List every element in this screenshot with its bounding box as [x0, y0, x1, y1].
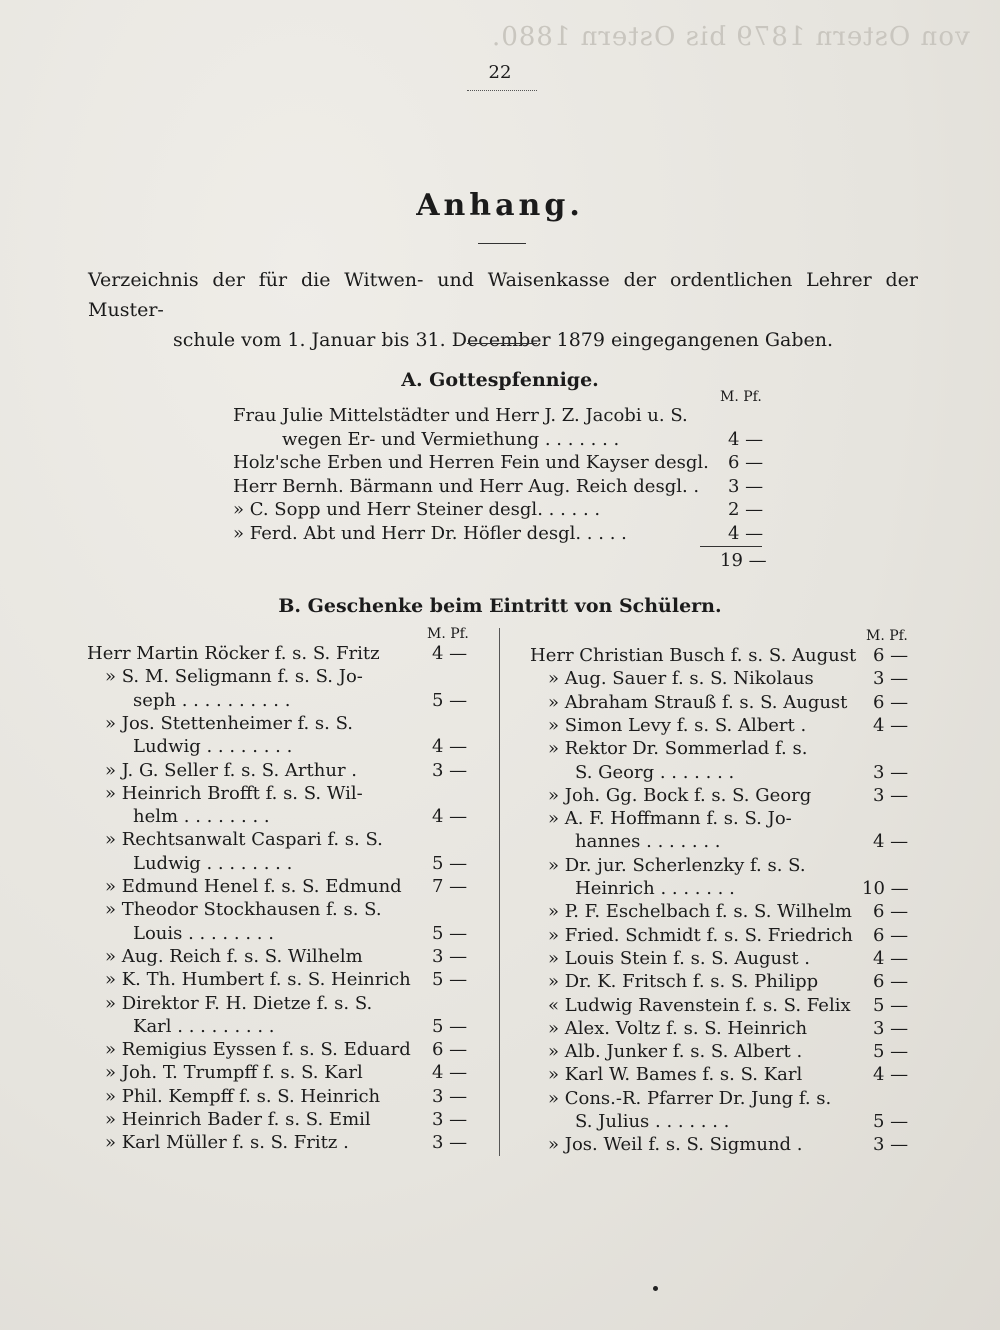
- entry-text: Frau Julie Mittelstädter und Herr J. Z. Jacobi u. S.: [233, 405, 688, 426]
- entry-amount: 3 —: [873, 761, 909, 783]
- entry-amount: 5 —: [432, 852, 468, 874]
- entry-text: » Theodor Stockhausen f. s. S.: [105, 899, 382, 921]
- entry-amount: 3 —: [432, 945, 468, 967]
- bleed-through-text: von Ostern 1879 bis Ostern 1880.: [491, 22, 970, 52]
- section-a-heading: A. Gottespfennige.: [401, 369, 599, 391]
- entry-amount: 4 —: [873, 1064, 909, 1086]
- entry-text: » S. M. Seligmann f. s. S. Jo-: [105, 666, 363, 688]
- page-number: 22: [488, 62, 512, 83]
- entry-amount: 5 —: [432, 1015, 468, 1037]
- entry-text: » Remigius Eyssen f. s. S. Eduard: [105, 1039, 411, 1061]
- entry-amount: 6 —: [432, 1039, 468, 1061]
- entry-amount: 4 —: [728, 522, 764, 544]
- entry-text: S. Julius . . . . . . .: [575, 1111, 730, 1132]
- entry-text: » Simon Levy f. s. S. Albert .: [548, 714, 807, 736]
- page-title: Anhang.: [416, 188, 584, 223]
- page-number-rule: [467, 90, 537, 91]
- entry-text: » Louis Stein f. s. S. August .: [548, 947, 811, 969]
- entry-text: hannes . . . . . . .: [575, 831, 721, 853]
- section-a-sum-rule: [700, 546, 762, 547]
- entry-text: » Fried. Schmidt f. s. S. Friedrich: [548, 924, 853, 946]
- column-divider: [499, 628, 500, 1156]
- entry-text: Holz'sche Erben und Herren Fein und Kayser desgl.: [233, 452, 709, 473]
- entry-text: Herr Christian Busch f. s. S. August: [530, 645, 857, 666]
- section-a-col-header: M. Pf.: [720, 389, 762, 405]
- entry-amount: 4 —: [432, 806, 468, 828]
- entry-text: » Joh. T. Trumpff f. s. S. Karl: [105, 1062, 363, 1084]
- entry-text: » Dr. jur. Scherlenzky f. s. S.: [548, 854, 806, 876]
- entry-amount: 5 —: [873, 994, 909, 1016]
- intro-line-1: Verzeichnis der für die Witwen- und Waisenkasse der ordentlichen Lehrer der Muster-: [88, 269, 918, 321]
- entry-text: » Karl Müller f. s. S. Fritz .: [105, 1132, 349, 1154]
- entry-text: » Phil. Kempff f. s. S. Heinrich: [105, 1085, 381, 1107]
- entry-text: » Jos. Stettenheimer f. s. S.: [105, 712, 354, 734]
- entry-text: » Dr. K. Fritsch f. s. S. Philipp: [548, 971, 819, 993]
- entry-amount: 5 —: [432, 689, 468, 711]
- entry-amount: 6 —: [873, 691, 909, 713]
- entry-amount: 6 —: [873, 971, 909, 993]
- entry-amount: 7 —: [432, 876, 468, 897]
- entry-text: helm . . . . . . . .: [133, 806, 270, 828]
- entry-text: Karl . . . . . . . . .: [133, 1015, 275, 1037]
- ink-speck: [653, 1286, 658, 1291]
- entry-text: » Cons.-R. Pfarrer Dr. Jung f. s.: [548, 1087, 832, 1109]
- entry-text: » Aug. Sauer f. s. S. Nikolaus: [548, 668, 814, 690]
- entry-amount: 5 —: [432, 922, 468, 944]
- entry-amount: 3 —: [873, 668, 909, 690]
- entry-text: Louis . . . . . . . .: [133, 922, 274, 944]
- entry-text: S. Georg . . . . . . .: [575, 761, 735, 783]
- entry-text: « Ludwig Ravenstein f. s. S. Felix: [548, 994, 851, 1016]
- entry-text: » Heinrich Bader f. s. S. Emil: [105, 1109, 371, 1130]
- entry-text: » Direktor F. H. Dietze f. s. S.: [105, 992, 373, 1014]
- entry-amount: 5 —: [873, 1111, 909, 1132]
- entry-text: » J. G. Seller f. s. S. Arthur .: [105, 759, 357, 781]
- entry-amount: 3 —: [728, 475, 764, 497]
- entry-text: » Alb. Junker f. s. S. Albert .: [548, 1041, 803, 1063]
- entry-text: » Joh. Gg. Bock f. s. S. Georg: [548, 784, 812, 806]
- entry-amount: 6 —: [873, 645, 909, 666]
- entry-amount: 4 —: [432, 643, 468, 664]
- entry-text: Ludwig . . . . . . . .: [133, 736, 293, 758]
- entry-amount: 3 —: [432, 1132, 468, 1154]
- intro-paragraph: [88, 265, 918, 355]
- entry-amount: 4 —: [432, 1062, 468, 1084]
- entry-text: » P. F. Eschelbach f. s. S. Wilhelm: [548, 901, 852, 923]
- entry-amount: 4 —: [728, 428, 764, 450]
- entry-text: Heinrich . . . . . . .: [575, 878, 735, 899]
- entry-amount: 3 —: [432, 1109, 468, 1130]
- section-b-heading: B. Geschenke beim Eintritt von Schülern.: [278, 595, 722, 617]
- entry-text: seph . . . . . . . . . .: [133, 689, 291, 711]
- entry-text: » Alex. Voltz f. s. S. Heinrich: [548, 1017, 808, 1039]
- entry-amount: 2 —: [728, 499, 764, 520]
- entry-amount: 5 —: [873, 1041, 909, 1063]
- entry-text: » Ferd. Abt und Herr Dr. Höfler desgl. . . . .: [233, 522, 627, 544]
- entry-text: » Rechtsanwalt Caspari f. s. S.: [105, 829, 383, 851]
- entry-text: » Aug. Reich f. s. S. Wilhelm: [105, 945, 363, 967]
- entry-amount: 3 —: [432, 1085, 468, 1107]
- entry-amount: 4 —: [873, 714, 909, 736]
- entry-text: » A. F. Hoffmann f. s. S. Jo-: [548, 808, 792, 830]
- section-a-total: 19 —: [720, 550, 767, 571]
- intro-line-2: schule vom 1. Januar bis 31. December 1879 eingegangenen Gaben.: [172, 329, 834, 351]
- entry-text: » K. Th. Humbert f. s. S. Heinrich: [105, 969, 411, 991]
- entry-text: wegen Er- und Vermiethung . . . . . . .: [282, 428, 620, 450]
- entry-text: » Rektor Dr. Sommerlad f. s.: [548, 738, 808, 760]
- entry-text: » Heinrich Brofft f. s. S. Wil-: [105, 782, 363, 804]
- entry-text: Herr Bernh. Bärmann und Herr Aug. Reich desgl. .: [233, 475, 700, 497]
- entry-amount: 3 —: [432, 759, 468, 781]
- intro-rule: [467, 343, 537, 344]
- entry-amount: 6 —: [728, 452, 764, 473]
- entry-amount: 3 —: [873, 784, 909, 806]
- entry-amount: 10 —: [862, 878, 909, 899]
- entry-amount: 4 —: [873, 831, 909, 853]
- entry-amount: 3 —: [873, 1134, 909, 1156]
- entry-text: » Karl W. Bames f. s. S. Karl: [548, 1064, 803, 1086]
- entry-amount: 6 —: [873, 901, 909, 923]
- entry-text: » Jos. Weil f. s. S. Sigmund .: [548, 1134, 803, 1156]
- entry-amount: 6 —: [873, 924, 909, 946]
- entry-text: » Edmund Henel f. s. S. Edmund: [105, 876, 402, 897]
- title-rule: [478, 243, 526, 244]
- entry-amount: 3 —: [873, 1017, 909, 1039]
- entry-amount: 4 —: [432, 736, 468, 758]
- entry-amount: 5 —: [432, 969, 468, 991]
- section-b-left-col-header: M. Pf.: [427, 626, 469, 642]
- entry-text: Ludwig . . . . . . . .: [133, 852, 293, 874]
- entry-text: » C. Sopp und Herr Steiner desgl. . . . . .: [233, 499, 601, 520]
- entry-amount: 4 —: [873, 947, 909, 969]
- entry-text: » Abraham Strauß f. s. S. August: [548, 691, 848, 713]
- section-b-right-col-header: M. Pf.: [866, 628, 908, 644]
- entry-text: Herr Martin Röcker f. s. S. Fritz: [87, 643, 380, 664]
